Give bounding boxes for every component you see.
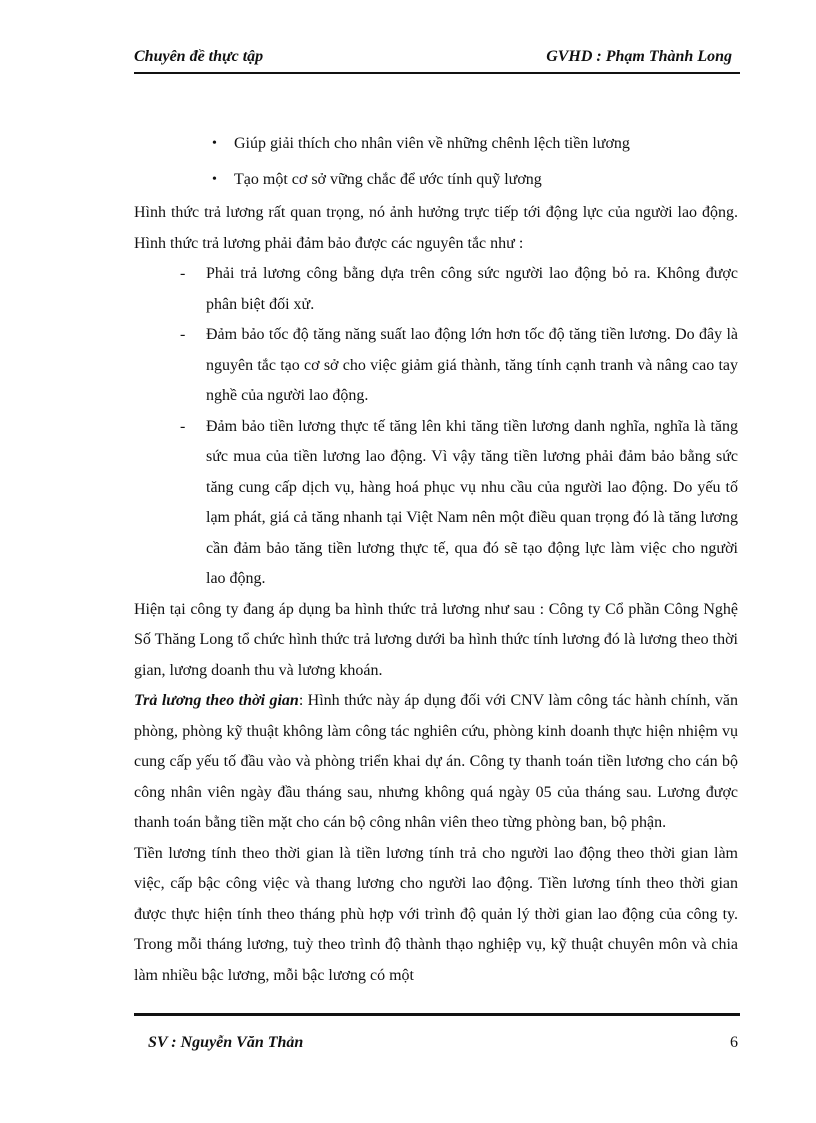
header-title: Chuyên đề thực tập [134, 48, 264, 65]
page-header [134, 46, 740, 74]
paragraph-time-based-salary: Tiền lương tính theo thời gian là tiền lương tính trả cho người lao động theo thời gian làm việc, cấp bậc công việc và thang lương cho người lao động. Tiền lương tính theo thời gian được thực hiện tính theo tháng phù hợp với trình độ quản lý thời gian lao động của công ty. Trong mỗi tháng lương, tuỳ theo trình độ thành thạo nghiệp vụ, kỹ thuật chuyên môn và chia làm nhiều bậc lương, mỗi bậc lương có một [134, 844, 738, 984]
list-item: - Đảm bảo tốc độ tăng năng suất lao động lớn hơn tốc độ tăng tiền lương. Do đây là nguyên tắc tạo cơ sở cho việc giảm giá thành, tăng tính cạnh tranh và nâng cao tay nghề của người lao động. [134, 320, 738, 412]
list-item: • Giúp giải thích cho nhân viên về những chênh lệch tiền lương [134, 126, 738, 162]
list-item: - Phải trả lương công bằng dựa trên công sức người lao động bỏ ra. Không được phân biệt đối xử. [134, 259, 738, 320]
time-based-pay-text: : Hình thức này áp dụng đối với CNV làm công tác hành chính, văn phòng, phòng kỹ thuật không làm công tác nghiên cứu, phòng kinh doanh thực hiện nhiệm vụ cung cấp yếu tố đầu vào và phòng triển khai dự án. Công ty thanh toán tiền lương cho cán bộ công nhân viên ngày đầu tháng sau, nhưng không quá ngày 05 của tháng sau. Lương được thanh toán bằng tiền mặt cho cán bộ công nhân viên theo từng phòng ban, bộ phận. [134, 692, 739, 831]
page-content [134, 126, 738, 991]
header-supervisor: GVHD : Phạm Thành Long [546, 48, 732, 65]
page-number: 6 [730, 1034, 738, 1051]
paragraph-payment-forms: Hình thức trả lương rất quan trọng, nó ảnh hưởng trực tiếp tới động lực của người lao động. Hình thức trả lương phải đảm bảo được các nguyên tắc như : [134, 204, 738, 252]
footer-divider [134, 1013, 740, 1016]
list-item: - Đảm bảo tiền lương thực tế tăng lên khi tăng tiền lương danh nghĩa, nghĩa là tăng sức mua của tiền lương lao động. Vì vậy tăng tiền lương phải đảm bảo bằng sức tăng cung cấp dịch vụ, hàng hoá phục vụ nhu cầu của người lao động. Do yếu tố lạm phát, giá cả tăng nhanh tại Việt Nam nên một điều quan trọng đó là tăng lương cần đảm bảo tăng tiền lương thực tế, qua đó sẽ tạo động lực làm việc cho người lao động. [134, 412, 738, 595]
principles-list [134, 259, 738, 595]
paragraph-time-based-pay [134, 686, 738, 839]
footer-student: SV : Nguyễn Văn Thản [148, 1034, 304, 1051]
time-based-pay-heading: Trả lương theo thời gian [134, 692, 299, 709]
bullet-list [134, 126, 738, 198]
list-item: • Tạo một cơ sở vững chắc để ước tính quỹ lương [134, 162, 738, 198]
paragraph-current-methods: Hiện tại công ty đang áp dụng ba hình thức trả lương như sau : Công ty Cổ phần Công Nghệ Số Thăng Long tổ chức hình thức trả lương dưới ba hình thức tính lương đó là lương theo thời gian, lương doanh thu và lương khoán. [134, 600, 738, 679]
page-footer [134, 1034, 740, 1058]
